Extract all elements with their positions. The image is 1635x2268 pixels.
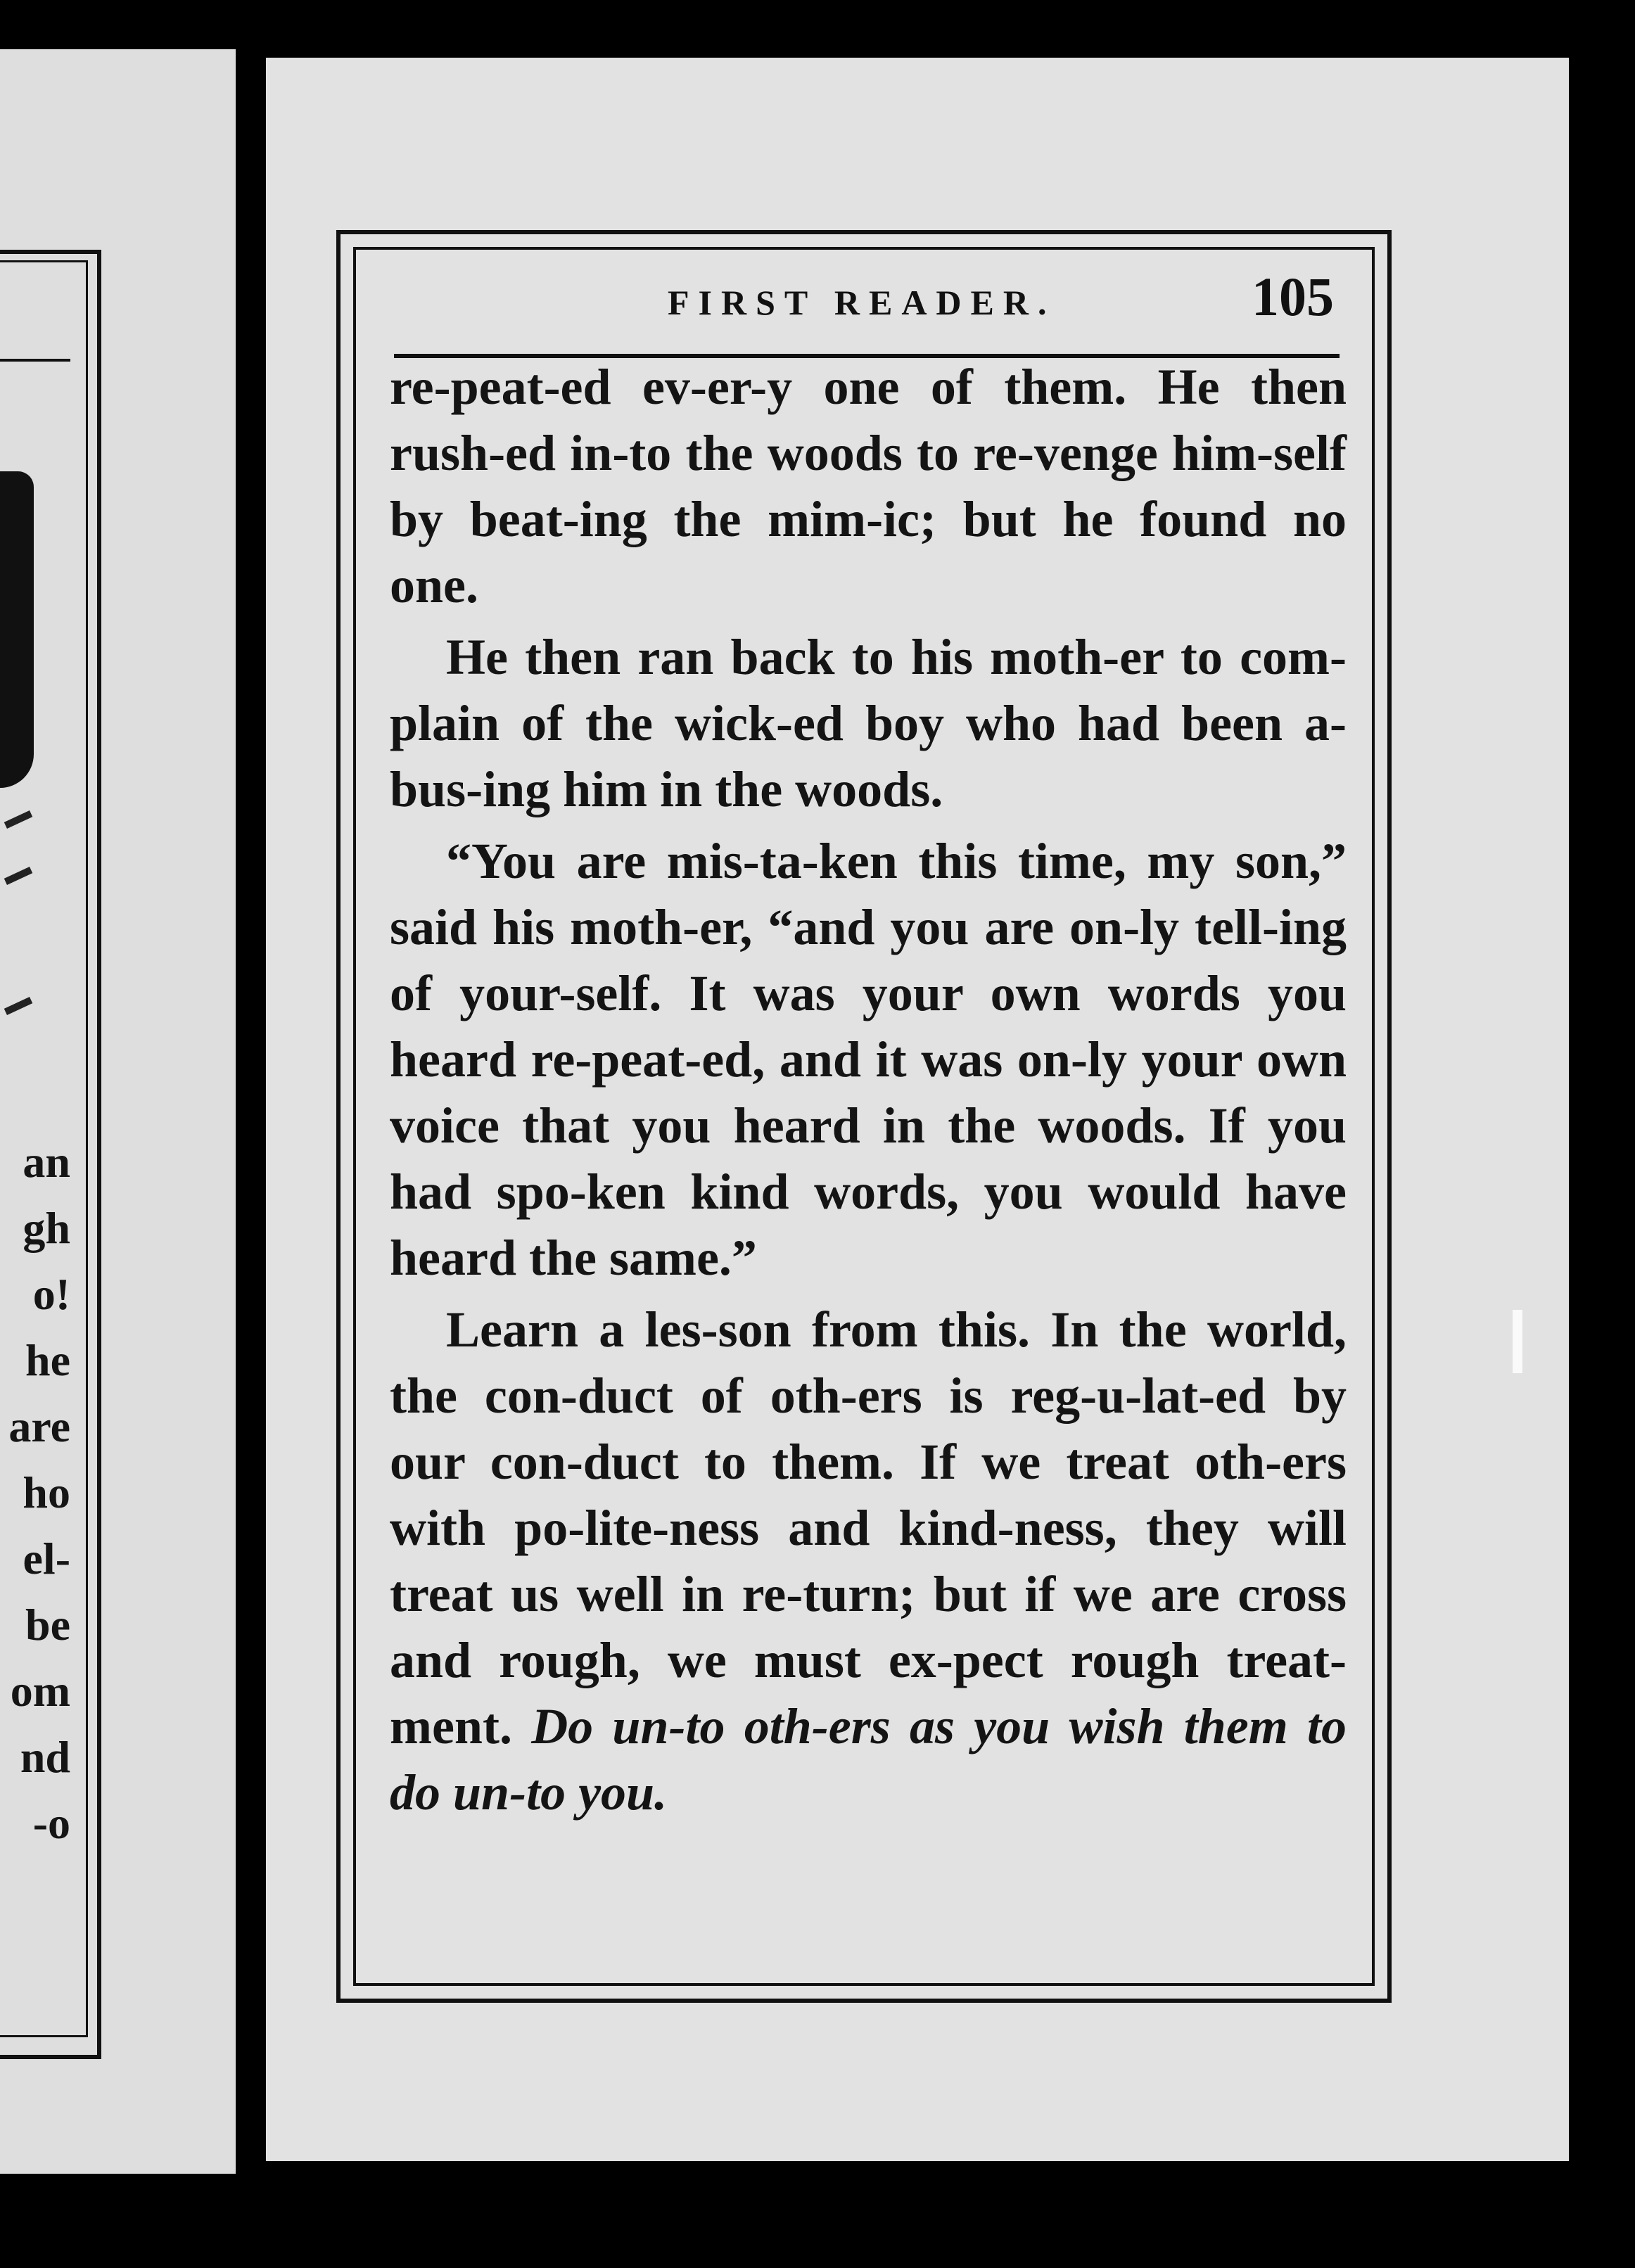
running-head: FIRST READER. <box>668 283 1056 322</box>
left-fragment: o! <box>32 1269 70 1319</box>
book-page <box>266 58 1569 2161</box>
paragraph-text: Learn a les-son from this. In the world, the con-duct of oth-ers is reg-u-lat-ed by our con-duct to them. If we treat oth-ers with po-lite-ness and kind-ness, they will treat us well in re-turn; but if we are cross and rough, we must ex-pect rough treat-ment. <box>390 1301 1347 1754</box>
left-fragment: are <box>8 1401 70 1451</box>
left-fragment: be <box>25 1600 70 1650</box>
paragraph: He then ran back to his moth-er to com-plain of the wick-ed boy who had been a-bus-ing him in the woods. <box>390 629 1347 817</box>
left-fragment: gh <box>23 1203 70 1253</box>
left-facing-page <box>0 49 236 2174</box>
paragraph: re-peat-ed ev-er-y one of them. He then rush-ed in-to the woods to re-venge him-self by beat-ing the mim-ic; but he found no one. <box>390 359 1347 613</box>
left-fragment: om <box>10 1666 70 1716</box>
page-header <box>369 262 1362 333</box>
left-fragment: an <box>23 1137 70 1187</box>
left-page-illustration <box>0 471 34 788</box>
left-fragment: ho <box>23 1467 70 1517</box>
closing-maxim: Do un-to oth-ers as you wish them to do un-to you. <box>390 1698 1347 1821</box>
left-page-text-fragments <box>0 1129 70 1856</box>
left-fragment: el- <box>23 1534 70 1584</box>
page-number: 105 <box>1252 266 1334 327</box>
left-page-header-rule <box>0 359 70 362</box>
left-fragment: nd <box>20 1732 70 1782</box>
paragraph: “You are mis-ta-ken this time, my son,” said his moth-er, “and you are on-ly tell-ing of your-self. It was your own words you heard re-peat-ed, and it was on-ly your own voice that you heard in the woods. If you had spo-ken kind words, you would have heard the same.” <box>390 833 1347 1286</box>
paragraph <box>390 1297 1347 1826</box>
paper-speck <box>1513 1310 1522 1373</box>
page-body <box>390 354 1347 1831</box>
left-fragment: -o <box>32 1798 70 1848</box>
left-fragment: he <box>25 1335 70 1385</box>
page-border-outer <box>336 230 1392 2003</box>
